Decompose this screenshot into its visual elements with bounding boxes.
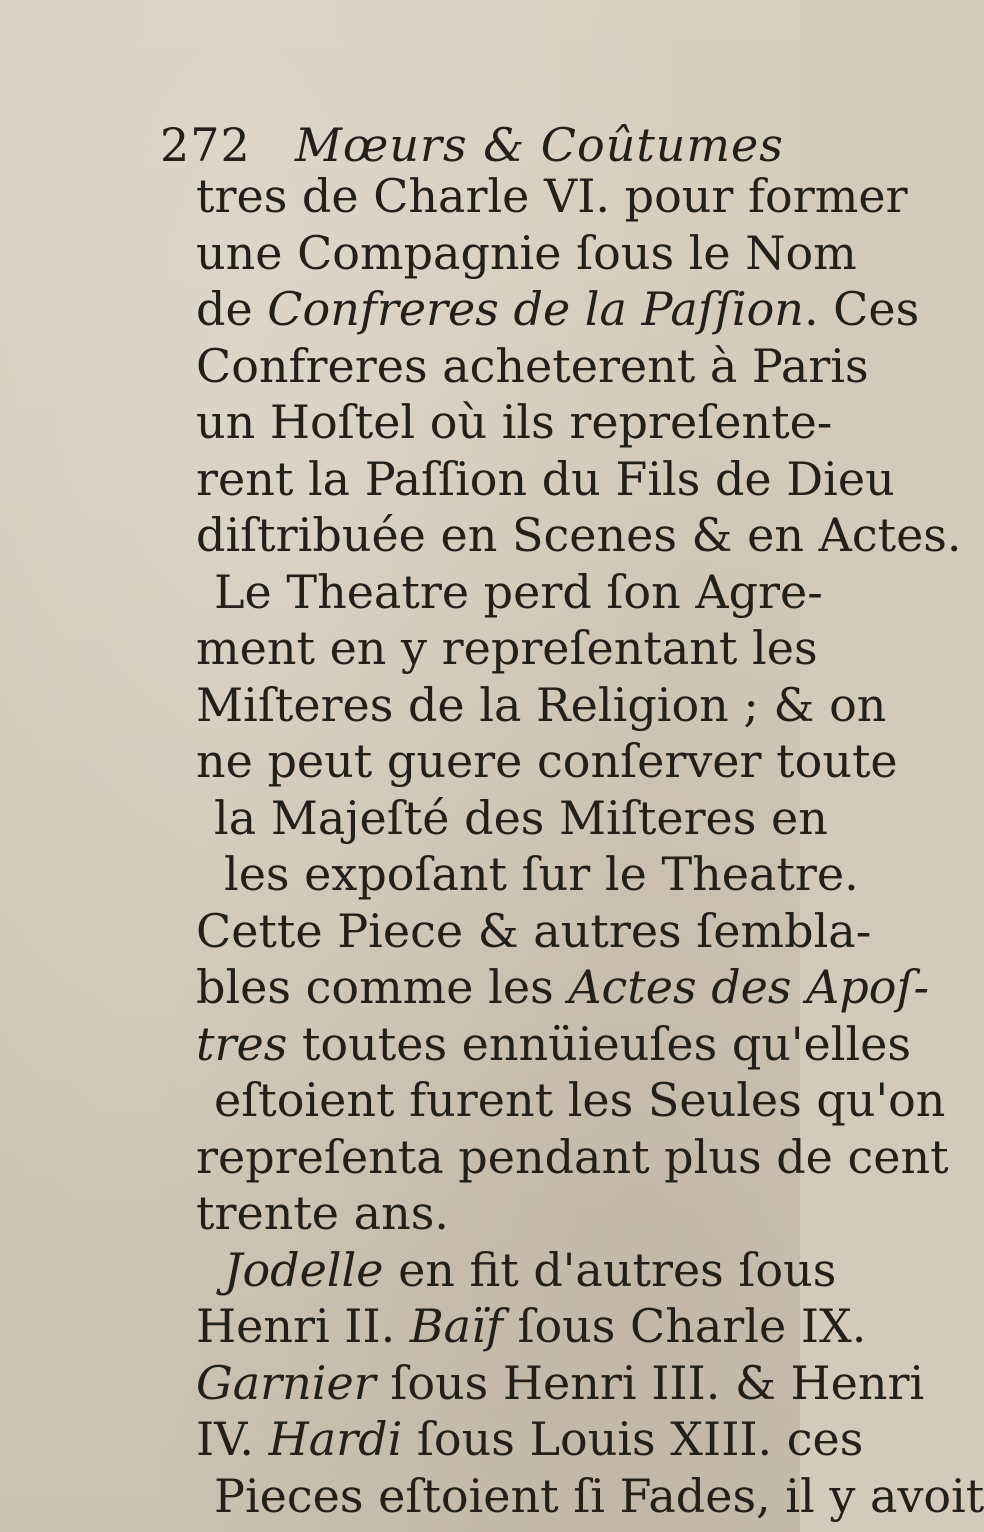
text-line: la Majeſté des Miſteres en [214, 790, 828, 845]
text-line: tres toutes ennüieuſes qu'elles [196, 1016, 912, 1071]
text-line: les expoſant ſur le Theatre. [224, 847, 859, 901]
text-line: trente ans. [196, 1186, 449, 1240]
text-line: Le Theatre perd ſon Agre- [214, 564, 823, 619]
text-line: repreſenta pendant plus de cent [196, 1129, 949, 1184]
page-number: 272 [160, 118, 251, 172]
text-line: tres de Charle VI. pour former [196, 169, 908, 223]
text-line: Garnier ſous Henri III. & Henri [196, 1355, 925, 1410]
text-line: IV. Hardi ſous Louis XIII. ces [196, 1412, 864, 1466]
running-title: Mœurs & Coûtumes [294, 118, 784, 172]
text-line: eſtoient furent les Seules qu'on [214, 1073, 946, 1127]
text-line: une Compagnie ſous le Nom [196, 225, 857, 280]
text-line: Pieces eſtoient ſi Fades, il y avoit [214, 1468, 984, 1523]
text-line: Cette Piece & autres ſembla- [196, 903, 872, 958]
text-line: ment en y repreſentant les [196, 621, 818, 675]
text-line: ne peut guere conſerver toute [196, 734, 898, 788]
text-line: bles comme les Actes des Apoſ- [196, 960, 930, 1014]
text-line: rent la Paſſion du Fils de Dieu [196, 451, 895, 506]
body-text [196, 168, 984, 1524]
text-line: Miſteres de la Religion ; & on [196, 677, 887, 732]
text-line: diſtribuée en Scenes & en Actes. [196, 508, 962, 562]
text-line: un Hoſtel où ils repreſente- [196, 395, 833, 449]
text-line: de Confreres de la Paſſion. Ces [196, 282, 920, 336]
text-line: Jodelle en fit d'autres ſous [224, 1242, 837, 1297]
running-header [160, 118, 784, 172]
text-line: Henri II. Baïf ſous Charle IX. [196, 1299, 867, 1353]
text-line: Confreres acheterent à Paris [196, 338, 869, 393]
